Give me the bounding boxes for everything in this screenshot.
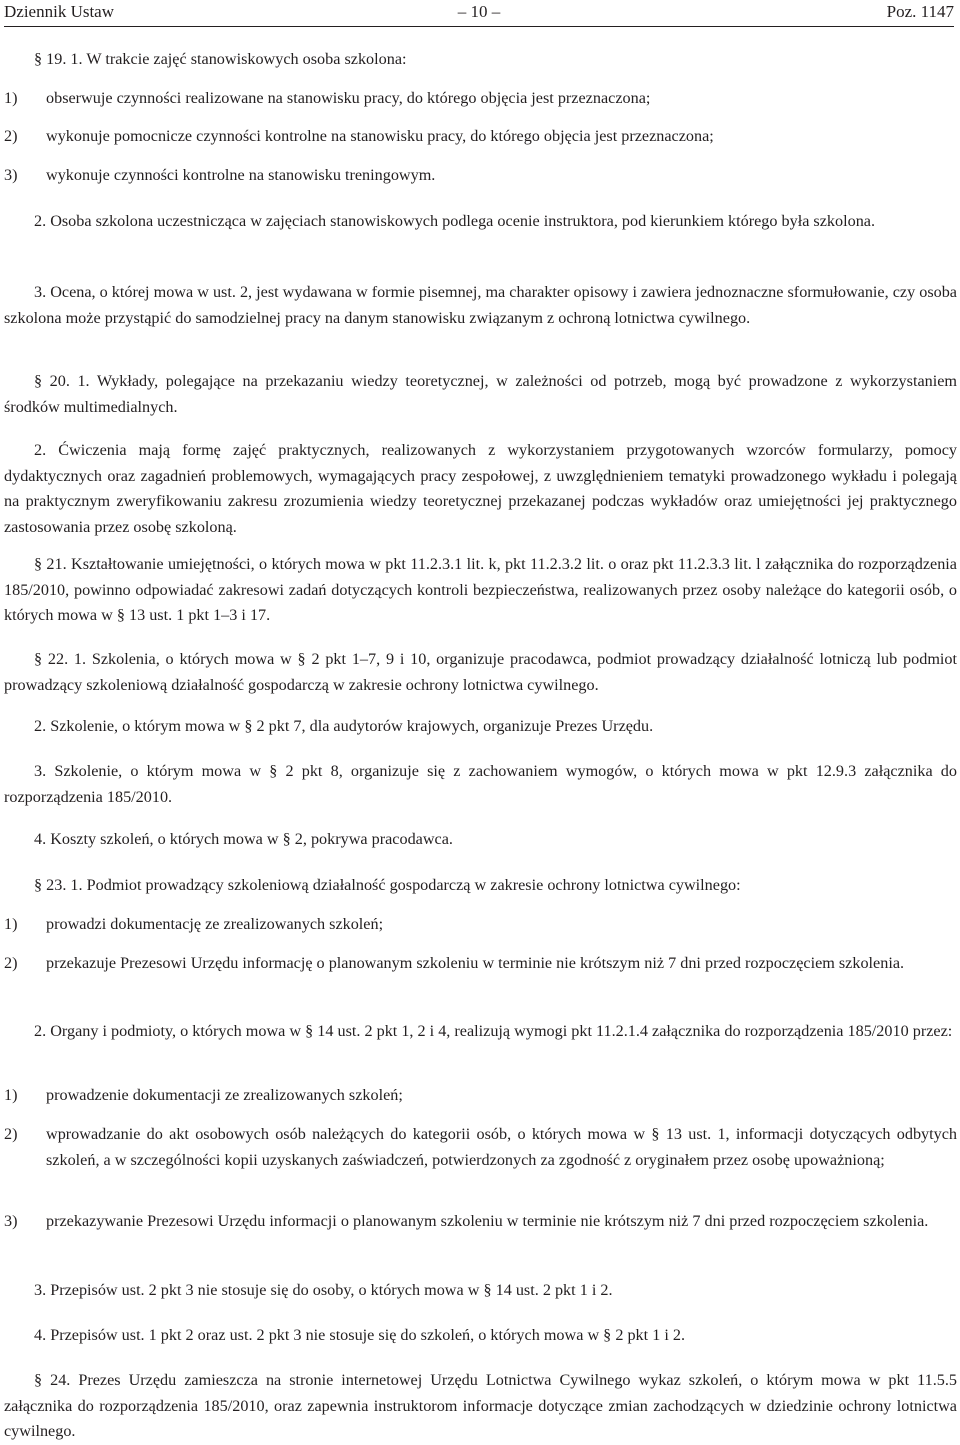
list-item-number: 2) [4,1125,18,1143]
paragraph: § 24. Prezes Urzędu zamieszcza na stronie internetowej Urzędu Lotnictwa Cywilnego wykaz szkoleń, o którym mowa w pkt 11.5.5 załącznika do rozporządzenia 185/2010, oraz zapewnia instruktorom informacje dotyczące zmian zachodzących w dziedzinie ochrony lotnictwa cywilnego. [4,1371,957,1440]
paragraph: 3. Ocena, o której mowa w ust. 2, jest wydawana w formie pisemnej, ma charakter opisowy i zawiera jednoznaczne sformułowanie, czy osoba szkolona może przystąpić do samodzielnej pracy na danym stanowisku związanym z ochroną lotnictwa cywilnego. [4,283,957,327]
list-item-text: wykonuje czynności kontrolne na stanowisku treningowym. [46,166,436,184]
list-item-text: obserwuje czynności realizowane na stanowisku pracy, do którego objęcia jest przeznaczona; [46,89,651,107]
list-item [4,1122,957,1173]
list-item [4,163,957,189]
paragraph: 4. Przepisów ust. 1 pkt 2 oraz ust. 2 pkt 3 nie stosuje się do szkoleń, o których mowa w § 2 pkt 1 i 2. [34,1326,686,1344]
page-number: – 10 – [457,2,501,21]
list-item-text: wprowadzanie do akt osobowych osób należących do kategorii osób, o których mowa w § 13 ust. 1, informacji dotyczących odbytych szkoleń, a w szczególności kopii uzyskanych zaświadczeń, potwierdzonych za zgodność z oryginałem przez osobę upoważnioną; [46,1125,957,1169]
paragraph: § 23. 1. Podmiot prowadzący szkoleniową działalność gospodarczą w zakresie ochrony lotnictwa cywilnego: [34,876,741,894]
list-item-text: prowadzi dokumentację ze zrealizowanych szkoleń; [46,915,384,933]
list-item-number: 3) [4,1212,18,1230]
paragraph: 3. Przepisów ust. 2 pkt 3 nie stosuje się do osoby, o których mowa w § 14 ust. 2 pkt 1 i 2. [34,1281,613,1299]
list-item-number: 1) [4,89,18,107]
paragraph: 2. Organy i podmioty, o których mowa w § 14 ust. 2 pkt 1, 2 i 4, realizują wymogi pkt 11.2.1.4 załącznika do rozporządzenia 185/2010 przez: [34,1022,953,1040]
list-item-text: wykonuje pomocnicze czynności kontrolne na stanowisku pracy, do którego objęcia jest przeznaczona; [46,127,714,145]
paragraph: § 20. 1. Wykłady, polegające na przekazaniu wiedzy teoretycznej, w zależności od potrzeb, mogą być prowadzone z wykorzystaniem środków multimedialnych. [4,372,957,416]
paragraph: 2. Szkolenie, o którym mowa w § 2 pkt 7, dla audytorów krajowych, organizuje Prezes Urzędu. [34,717,654,735]
paragraph: 4. Koszty szkoleń, o których mowa w § 2, pokrywa pracodawca. [34,830,453,848]
list-item-number: 2) [4,127,18,145]
list-item-number: 3) [4,166,18,184]
paragraph: § 21. Kształtowanie umiejętności, o których mowa w pkt 11.2.3.1 lit. k, pkt 11.2.3.2 lit. o oraz pkt 11.2.3.3 lit. l załącznika do rozporządzenia 185/2010, powinno odpowiadać zakresowi zadań dotyczących kontroli bezpieczeństwa, realizowanych przez osoby należące do kategorii osób, o których mowa w § 13 ust. 1 pkt 1–3 i 17. [4,555,957,624]
paragraph: 2. Osoba szkolona uczestnicząca w zajęciach stanowiskowych podlega ocenie instruktora, pod kierunkiem którego była szkolona. [34,212,876,230]
list-item [4,86,957,112]
list-item [4,1209,957,1235]
list-item [4,951,957,977]
journal-title: Dziennik Ustaw [4,2,115,21]
list-item [4,124,957,150]
paragraph: 3. Szkolenie, o którym mowa w § 2 pkt 8, organizuje się z zachowaniem wymogów, o których mowa w pkt 12.9.3 załącznika do rozporządzenia 185/2010. [4,762,957,806]
list-item [4,912,957,938]
paragraph: § 22. 1. Szkolenia, o których mowa w § 2 pkt 1–7, 9 i 10, organizuje pracodawca, podmiot prowadzący działalność lotniczą lub podmiot prowadzący szkoleniową działalność gospodarczą w zakresie ochrony lotnictwa cywilnego. [4,650,957,694]
list-item-number: 1) [4,1086,18,1104]
list-item-text: przekazywanie Prezesowi Urzędu informacji o planowanym szkoleniu w terminie nie krótszym niż 7 dni przed rozpoczęciem szkolenia. [46,1212,929,1230]
position-number: Poz. 1147 [886,2,954,21]
paragraph: § 19. 1. W trakcie zajęć stanowiskowych osoba szkolona: [34,50,407,68]
list-item [4,1083,957,1109]
list-item-number: 1) [4,915,18,933]
list-item-text: przekazuje Prezesowi Urzędu informację o planowanym szkoleniu w terminie nie krótszym niż 7 dni przed rozpoczęciem szkolenia. [46,954,905,972]
list-item-text: prowadzenie dokumentacji ze zrealizowanych szkoleń; [46,1086,403,1104]
paragraph: 2. Ćwiczenia mają formę zajęć praktycznych, realizowanych z wykorzystaniem przygotowanych wzorców formularzy, pomocy dydaktycznych oraz zagadnień problemowych, wymagających pracy zespołowej, z uwzględnieniem tematyki prowadzonego wykładu i polegają na praktycznym zweryfikowaniu zakresu zrozumienia wiedzy teoretycznej przekazanej podczas wykładów oraz umiejętności jej praktycznego zastosowania przez osobę szkoloną. [4,441,957,536]
page-header [4,0,954,27]
list-item-number: 2) [4,954,18,972]
